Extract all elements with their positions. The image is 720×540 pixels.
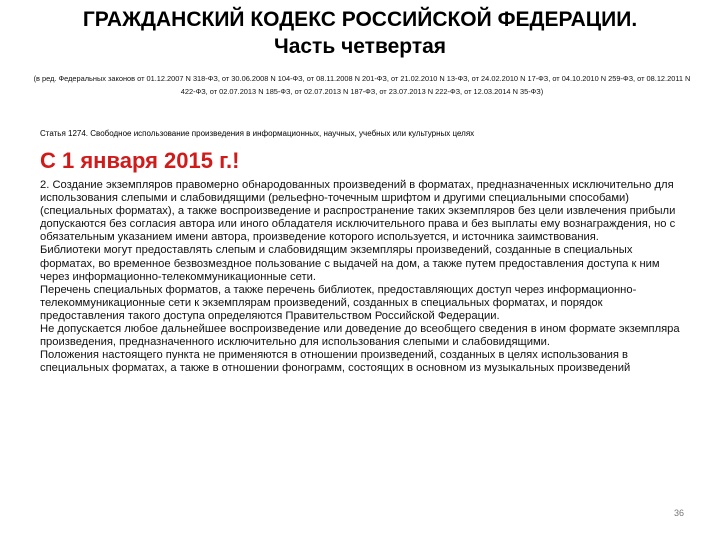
paragraph: Библиотеки могут предоставлять слепым и слабовидящим экземпляры произведений, созданные в специальных форматах, во временное безвозмездное пользование с выдачей на дом, а также путем предоставления доступа к ним через информационно-телекоммуникационные сети. [40, 244, 660, 283]
paragraph: Не допускается любое дальнейшее воспроизведение или доведение до всеобщего сведения в ином формате экземпляра произведения, предназначенного исключительно для использования слепыми и слабовидящими. [40, 323, 680, 349]
page-number: 36 [673, 508, 684, 518]
paragraph: Положения настоящего пункта не применяются в отношении произведений, созданных в целях использования в специальных форматах, а также в отношении фонограмм, состоящих в основном из музыкальных произведений [40, 349, 631, 375]
paragraph: 2. Создание экземпляров правомерно обнародованных произведений в форматах, предназначенных исключительно для использования слепыми и слабовидящими (рельефно-точечным шрифтом и другими специальными способами) (специальных форматах), а также воспроизведение и распространение таких экземпляров без цели извлечения прибыли допускаются без согласия автора или иного обладателя исключительного права и без выплаты ему вознаграждения, но с обязательным указанием имени автора, произведение которого используется, и источника заимствования. [40, 179, 676, 244]
paragraph: Перечень специальных форматов, а также перечень библиотек, предоставляющих доступ через информационно-телекоммуникационные сети к экземплярам произведений, созданных в специальных форматах, и порядок предоставления такого доступа определяются Правительством Российской Федерации. [40, 283, 637, 322]
effective-date-highlight: С 1 января 2015 г.! [40, 148, 240, 173]
amendments-note: (в ред. Федеральных законов от 01.12.2007 N 318-ФЗ, от 30.06.2008 N 104-ФЗ, от 08.11.2008 N 201-ФЗ, от 21.02.2010 N 13-ФЗ, от 24.02.2010 N 17-ФЗ, от 04.10.2010 N 259-ФЗ, от 08.12.2011 N 422-ФЗ, от 02.07.2013 N 185-ФЗ, от 02.07.2013 N 187-ФЗ, от 23.07.2013 N 222-ФЗ, от 12.03.2014 N 35-ФЗ) [33, 74, 691, 96]
article-heading: Статья 1274. Свободное использование произведения в информационных, научных, учебных или культурных целях [40, 129, 475, 138]
page-title: ГРАЖДАНСКИЙ КОДЕКС РОССИЙСКОЙ ФЕДЕРАЦИИ. [82, 8, 638, 31]
law-text [40, 179, 690, 375]
page-subtitle: Часть четвертая [273, 35, 447, 58]
